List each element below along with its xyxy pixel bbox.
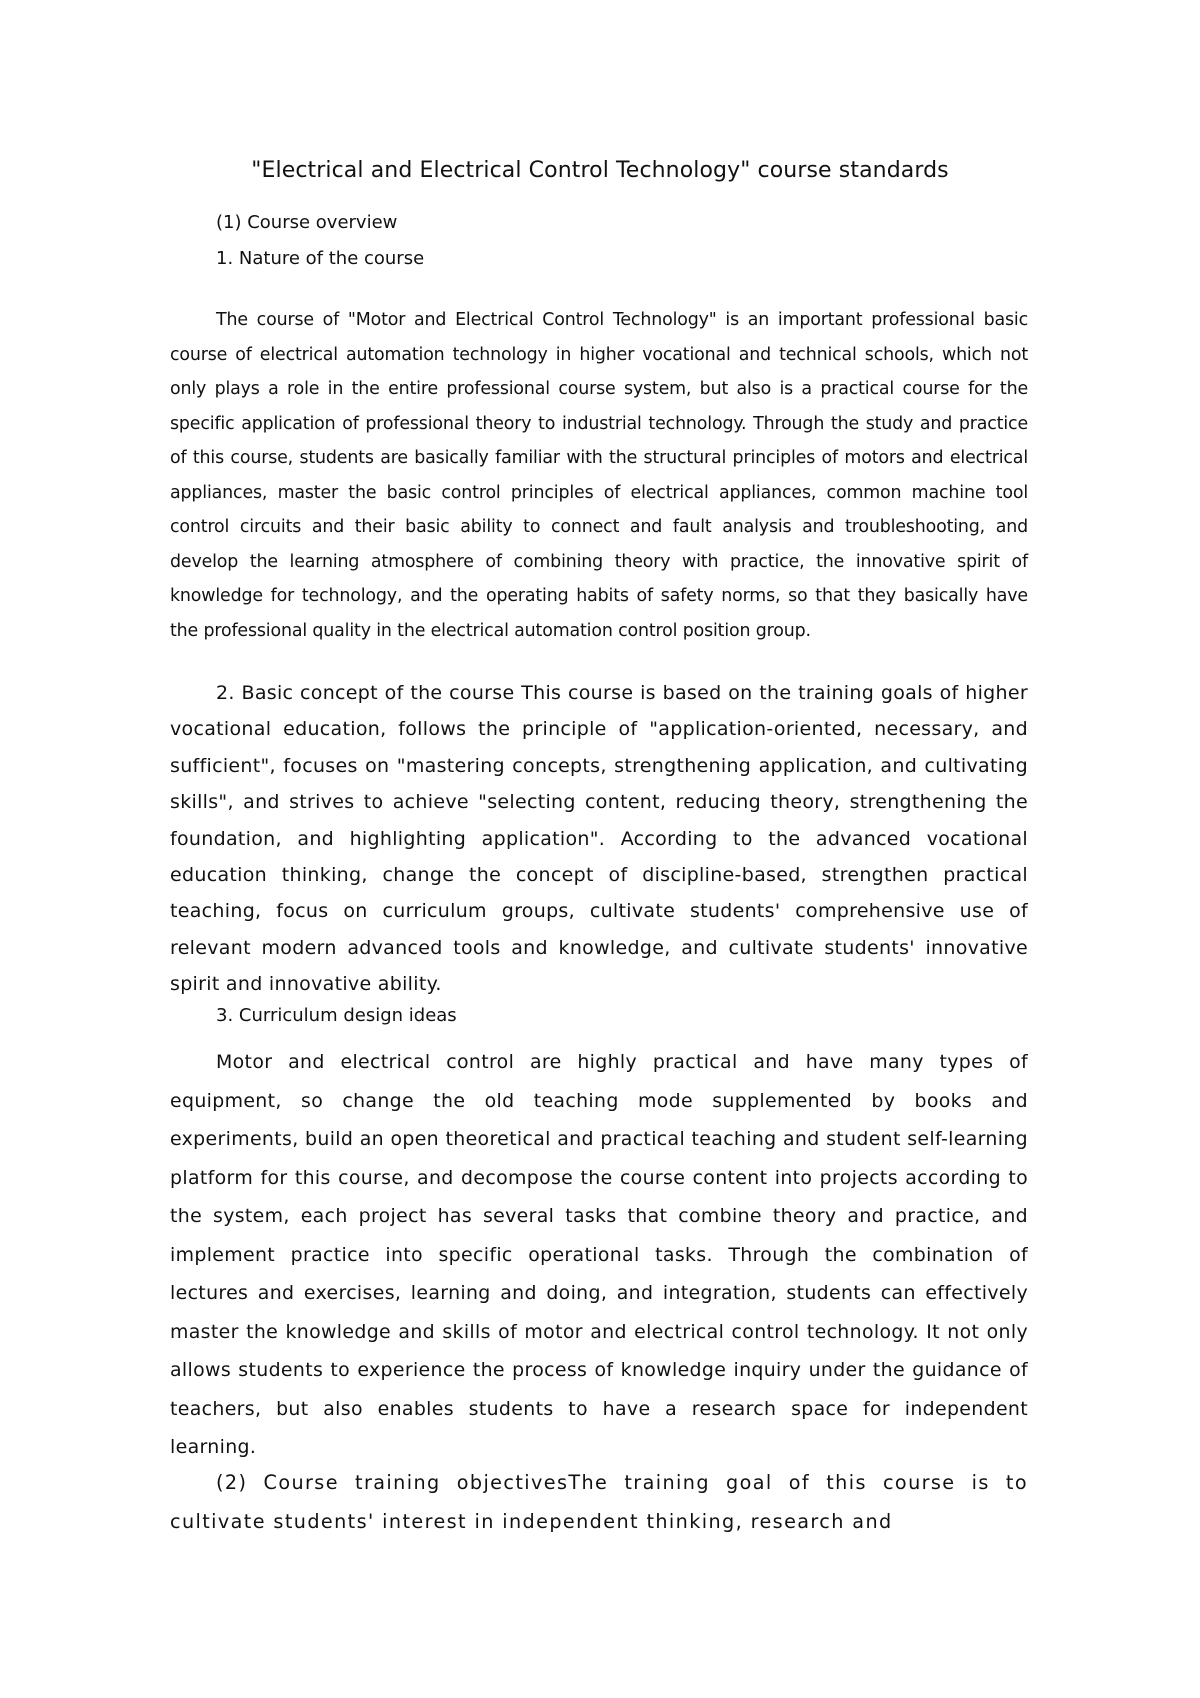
paragraph-curriculum-design-ideas: Motor and electrical control are highly practical and have many types of equipment, so change the old teaching mode supplemented by books and experiments, build an open theoretical and practical teaching and student self-learning platform for this course, and decompose the course content into projects according to the system, each project has several tasks that combine theory and practice, and implement practice into specific operational tasks. Through the combination of lectures and exercises, learning and doing, and integration, students can effectively master the knowledge and skills of motor and electrical control technology. It not only allows students to experience the process of knowledge inquiry under the guidance of teachers, but also enables students to have a research space for independent learning. [170, 1051, 1028, 1458]
subsection-heading-nature: 1. Nature of the course [216, 248, 425, 269]
document-title: "Electrical and Electrical Control Technology" course standards [251, 158, 949, 183]
paragraph-nature-of-course: The course of "Motor and Electrical Control Technology" is an important professional basic course of electrical automation technology in higher vocational and technical schools, which not only plays a role in the entire professional course system, but also is a practical course for the specific application of professional theory to industrial technology. Through the study and practice of this course, students are basically familiar with the structural principles of motors and electrical appliances, master the basic control principles of electrical appliances, common machine tool control circuits and their basic ability to connect and fault analysis and troubleshooting, and develop the learning atmosphere of combining theory with practice, the innovative spirit of knowledge for technology, and the operating habits of safety norms, so that they basically have the professional quality in the electrical automation control position group. [170, 310, 1028, 641]
paragraph-basic-concept: 2. Basic concept of the course This course is based on the training goals of higher vocational education, follows the principle of "application-oriented, necessary, and sufficient", focuses on "mastering concepts, strengthening application, and cultivating skills", and strives to achieve "selecting content, reducing theory, strengthening the foundation, and highlighting application". According to the advanced vocational education thinking, change the concept of discipline-based, strengthen practical teaching, focus on curriculum groups, cultivate students' comprehensive use of relevant modern advanced tools and knowledge, and cultivate students' innovative spirit and innovative ability. [170, 682, 1028, 996]
subsection-heading-design-ideas: 3. Curriculum design ideas [216, 1005, 457, 1026]
paragraph-training-objectives: (2) Course training objectivesThe training goal of this course is to cultivate students' interest in independent thinking, research and [170, 1471, 1028, 1533]
section-heading-course-overview: (1) Course overview [216, 212, 398, 233]
